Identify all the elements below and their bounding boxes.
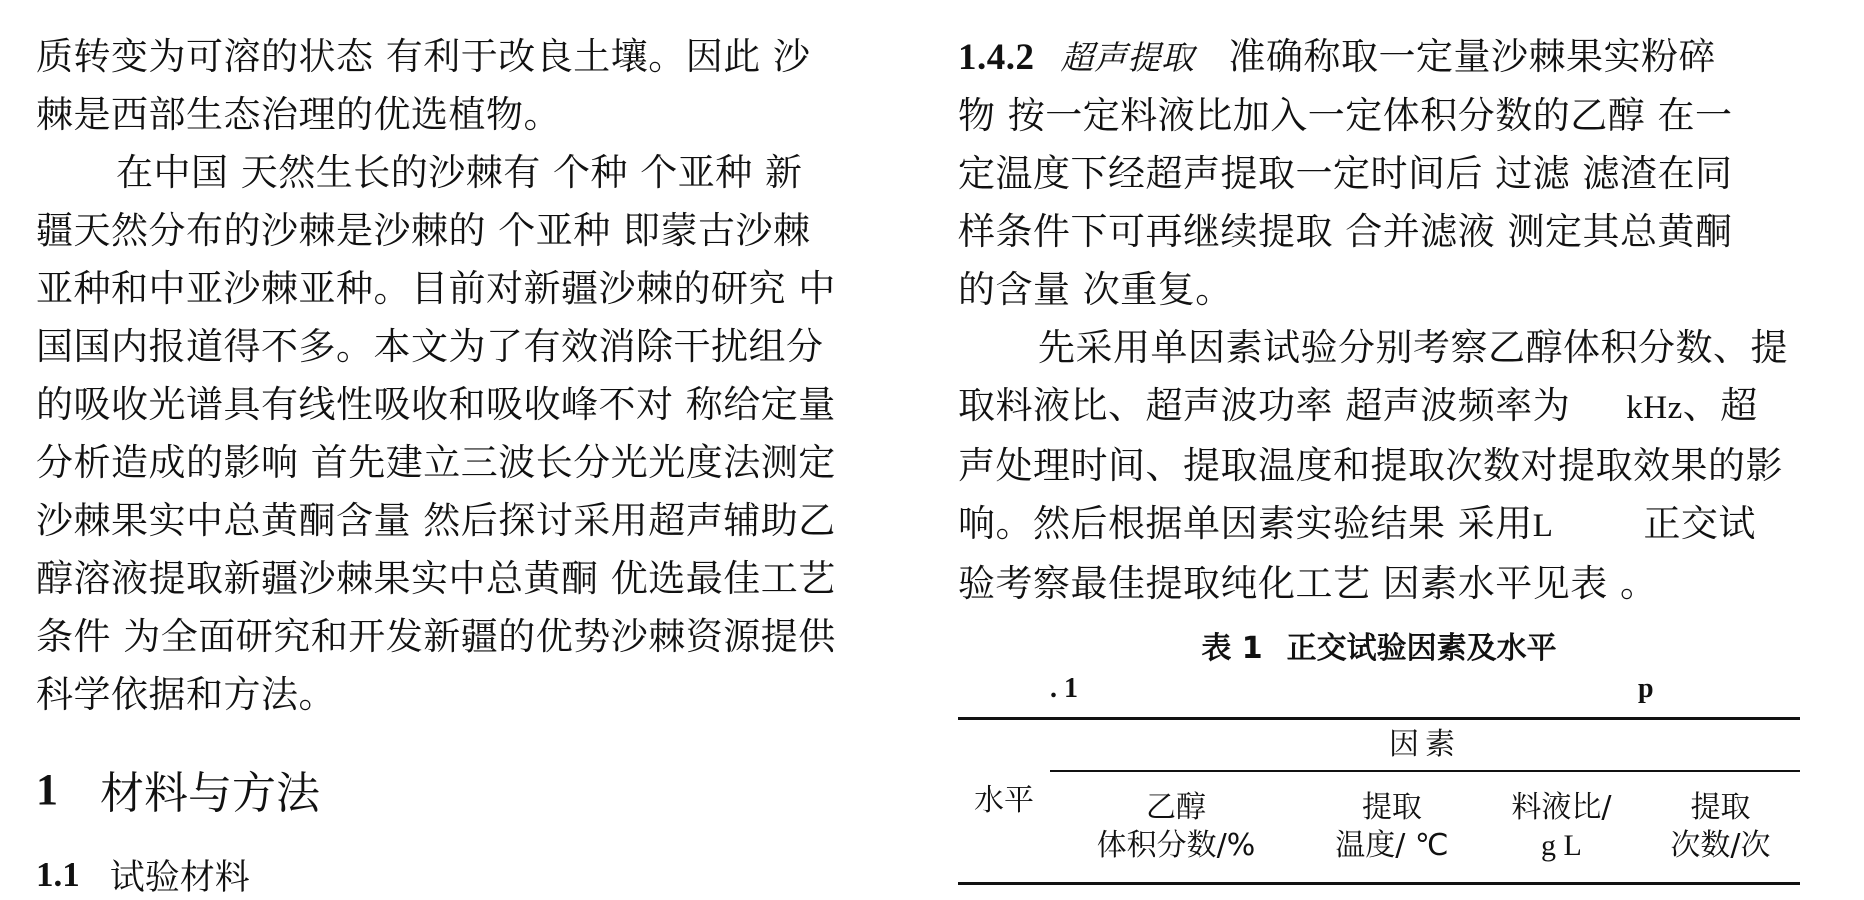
- column-header-line: 次数/次: [1670, 828, 1771, 863]
- section-number: 1: [36, 764, 58, 814]
- text-line: 的含量 次重复。: [958, 268, 1233, 311]
- text-line: 先采用单因素试验分别考察乙醇体积分数、提: [1038, 326, 1788, 369]
- text-span: 正交试: [1643, 502, 1756, 545]
- text-line: 的吸收光谱具有线性吸收和吸收峰不对 称给定量: [36, 383, 836, 426]
- column-header-temperature: [1302, 771, 1482, 884]
- table-title: 正交试验因素及水平: [1286, 631, 1557, 666]
- table-number: 表 1: [1201, 631, 1263, 666]
- table-subcaption-left: . 1: [1050, 673, 1078, 704]
- column-header-ethanol: [1050, 771, 1302, 884]
- section-heading: [36, 754, 876, 824]
- factor-level-table: [958, 717, 1800, 885]
- orthogonal-symbol: L: [1532, 508, 1554, 544]
- subsection-heading: [36, 850, 876, 900]
- text-span: 响。然后根据单因素实验结果 采用: [958, 502, 1533, 545]
- column-header-line: 提取: [1690, 790, 1751, 825]
- text-line: 亚种和中亚沙棘亚种。目前对新疆沙棘的研究 中: [36, 267, 836, 310]
- left-column: [36, 28, 876, 900]
- text-line: [958, 495, 1800, 555]
- column-header-line: g L: [1541, 829, 1582, 862]
- header-level: 水平: [974, 783, 1034, 818]
- table-subcaption: [958, 667, 1800, 717]
- column-header-line: 温度/ ℃: [1335, 828, 1449, 863]
- text-line: 在中国 天然生长的沙棘有 个种 个亚种 新: [116, 151, 803, 194]
- text-line: 科学依据和方法。: [36, 673, 336, 716]
- text-line: 条件 为全面研究和开发新疆的优势沙棘资源提供: [36, 615, 836, 658]
- column-header-line: 提取: [1361, 790, 1422, 825]
- text-line: 定温度下经超声提取一定时间后 过滤 滤渣在同: [958, 152, 1733, 195]
- text-span: 准确称取一定量沙棘果实粉碎: [1228, 35, 1716, 78]
- section-title: 材料与方法: [100, 768, 320, 819]
- text-line: 样条件下可再继续提取 合并滤液 测定其总黄酮: [958, 210, 1733, 253]
- table-header-row: [958, 719, 1800, 772]
- column-header-ratio: [1482, 771, 1641, 884]
- column-header-line: 料液比/: [1511, 790, 1612, 825]
- paragraph-intro-end: [36, 28, 876, 144]
- text-span: 取料液比、超声波功率 超声波频率为: [958, 384, 1571, 427]
- text-line: [958, 377, 1800, 437]
- column-header-times: [1641, 771, 1800, 884]
- table-header-row: [958, 771, 1800, 884]
- header-factor: 因素: [1050, 719, 1800, 772]
- paragraph-ultrasonic-extraction: [958, 28, 1800, 319]
- text-line: [958, 28, 1800, 87]
- subsection-number: 1.1: [36, 855, 80, 894]
- text-line: 分析造成的影响 首先建立三波长分光光度法测定: [36, 441, 836, 484]
- run-in-heading-number: 1.4.2: [958, 37, 1035, 78]
- text-line: 声处理时间、提取温度和提取次数对提取效果的影: [958, 444, 1783, 487]
- text-line: 质转变为可溶的状态 有利于改良土壤。因此 沙: [36, 35, 811, 78]
- frequency-unit: kHz: [1626, 390, 1683, 426]
- column-header-line: 乙醇: [1145, 790, 1206, 825]
- right-column: [958, 28, 1800, 885]
- paragraph-background: [36, 144, 876, 724]
- text-line: 沙棘果实中总黄酮含量 然后探讨采用超声辅助乙: [36, 499, 836, 542]
- text-line: 物 按一定料液比加入一定体积分数的乙醇 在一: [958, 94, 1733, 137]
- table-caption: [958, 623, 1800, 667]
- text-line: 国国内报道得不多。本文为了有效消除干扰组分: [36, 325, 824, 368]
- text-line: 棘是西部生态治理的优选植物。: [36, 93, 561, 136]
- paragraph-single-factor: [958, 319, 1800, 613]
- text-line: 验考察最佳提取纯化工艺 因素水平见表 。: [958, 562, 1658, 605]
- text-line: 疆天然分布的沙棘是沙棘的 个亚种 即蒙古沙棘: [36, 209, 811, 252]
- column-header-line: 体积分数/%: [1096, 828, 1256, 863]
- text-span: 、超: [1682, 384, 1758, 427]
- subsection-title: 试验材料: [109, 858, 250, 898]
- run-in-heading-title: 超声提取: [1060, 38, 1195, 77]
- text-line: 醇溶液提取新疆沙棘果实中总黄酮 优选最佳工艺: [36, 557, 836, 600]
- table-subcaption-right: p: [1638, 673, 1654, 704]
